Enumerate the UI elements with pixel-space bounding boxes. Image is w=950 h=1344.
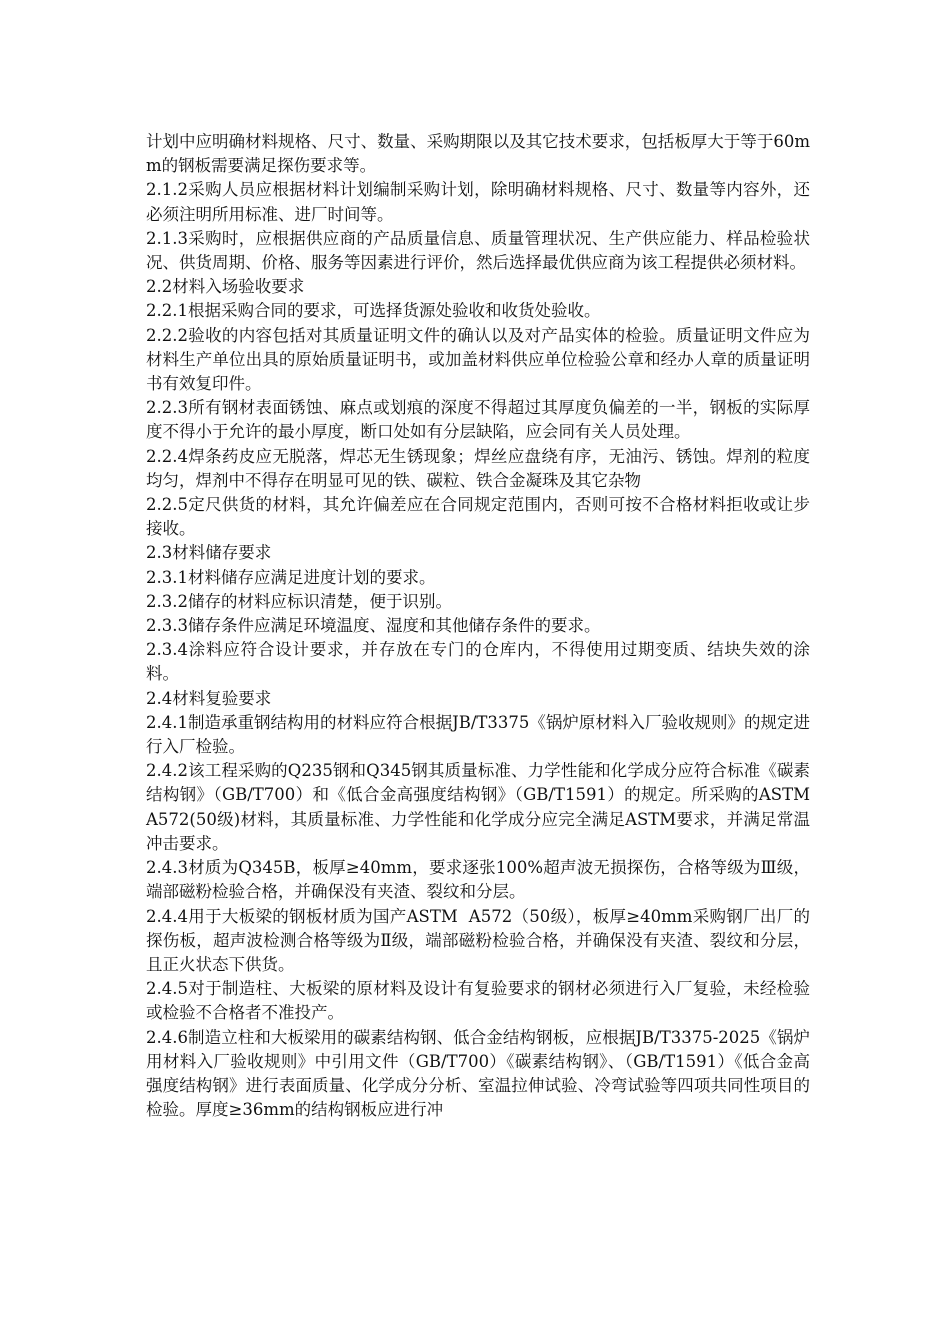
section-heading-2-2: 2.2材料入场验收要求	[146, 277, 305, 297]
clause-2-4-5: 2.4.5对于制造柱、大板梁的原材料及设计有复验要求的钢材必须进行入厂复验，未经检验或检验不合格者不准投产。	[146, 979, 810, 1023]
clause-2-2-4: 2.2.4焊条药皮应无脱落，焊芯无生锈现象；焊丝应盘绕有序，无油污、锈蚀。焊剂的粒度均匀，焊剂中不得存在明显可见的铁、碳粒、铁合金凝珠及其它杂物	[146, 446, 810, 490]
document-body	[146, 130, 821, 1122]
clause-2-4-4: 2.4.4用于大板梁的钢板材质为国产ASTM A572（50级），板厚≥40mm采购钢厂出厂的探伤板，超声波检测合格等级为Ⅱ级，端部磁粉检验合格，并确保没有夹渣、裂纹和分层，且正火状态下供货。	[146, 906, 810, 974]
clause-2-2-2: 2.2.2验收的内容包括对其质量证明文件的确认以及对产品实体的检验。质量证明文件应为材料生产单位出具的原始质量证明书，或加盖材料供应单位检验公章和经办人章的质量证明书有效复印件。	[146, 325, 810, 394]
clause-2-2-3: 2.2.3所有钢材表面锈蚀、麻点或划痕的深度不得超过其厚度负偏差的一半，钢板的实际厚度不得小于允许的最小厚度，断口处如有分层缺陷，应会同有关人员处理。	[146, 398, 810, 442]
clause-2-3-1: 2.3.1材料储存应满足进度计划的要求。	[146, 567, 436, 587]
clause-2-2-1: 2.2.1根据采购合同的要求，可选择货源处验收和收货处验收。	[146, 301, 601, 321]
section-heading-2-4: 2.4材料复验要求	[146, 688, 272, 708]
clause-2-4-2: 2.4.2该工程采购的Q235钢和Q345钢其质量标准、力学性能和化学成分应符合标准《碳素结构钢》（GB/T700）和《低合金高强度结构钢》（GB/T1591）的规定。所采购的ASTM A572(50级)材料，其质量标准、力学性能和化学成分应完全满足ASTM要求，并满足常温冲击要求。	[146, 761, 821, 853]
clause-2-4-1: 2.4.1制造承重钢结构用的材料应符合根据JB/T3375《锅炉原材料入厂验收规则》的规定进行入厂检验。	[146, 712, 810, 757]
clause-2-3-2: 2.3.2储存的材料应标识清楚，便于识别。	[146, 591, 452, 611]
clause-2-3-3: 2.3.3储存条件应满足环境温度、湿度和其他储存条件的要求。	[146, 616, 601, 636]
clause-2-1-3: 2.1.3采购时，应根据供应商的产品质量信息、质量管理状况、生产供应能力、样品检验状况、供货周期、价格、服务等因素进行评价，然后选择最优供应商为该工程提供必须材料。	[146, 228, 810, 273]
clause-2-4-3: 2.4.3材质为Q345B，板厚≥40mm，要求逐张100%超声波无损探伤，合格等级为Ⅲ级，端部磁粉检验合格，并确保没有夹渣、裂纹和分层。	[146, 858, 810, 902]
clause-2-2-5: 2.2.5定尺供货的材料，其允许偏差应在合同规定范围内，否则可按不合格材料拒收或让步接收。	[146, 495, 810, 539]
clause-2-1-2: 2.1.2采购人员应根据材料计划编制采购计划，除明确材料规格、尺寸、数量等内容外，还必须注明所用标准、进厂时间等。	[146, 180, 810, 224]
section-heading-2-3: 2.3材料储存要求	[146, 543, 272, 563]
clause-2-4-6: 2.4.6制造立柱和大板梁用的碳素结构钢、低合金结构钢板，应根据JB/T3375-2025《锅炉用材料入厂验收规则》中引用文件（GB/T700）《碳素结构钢》、（GB/T1591）《低合金高强度结构钢》进行表面质量、化学成分分析、室温拉伸试验、冷弯试验等四项共同性项目的检验。厚度≥36mm的结构钢板应进行冲	[146, 1027, 810, 1120]
body-paragraph: 计划中应明确材料规格、尺寸、数量、采购期限以及其它技术要求，包括板厚大于等于60mm的钢板需要满足探伤要求等。	[146, 132, 810, 176]
clause-2-3-4: 2.3.4涂料应符合设计要求，并存放在专门的仓库内，不得使用过期变质、结块失效的涂料。	[146, 640, 810, 684]
